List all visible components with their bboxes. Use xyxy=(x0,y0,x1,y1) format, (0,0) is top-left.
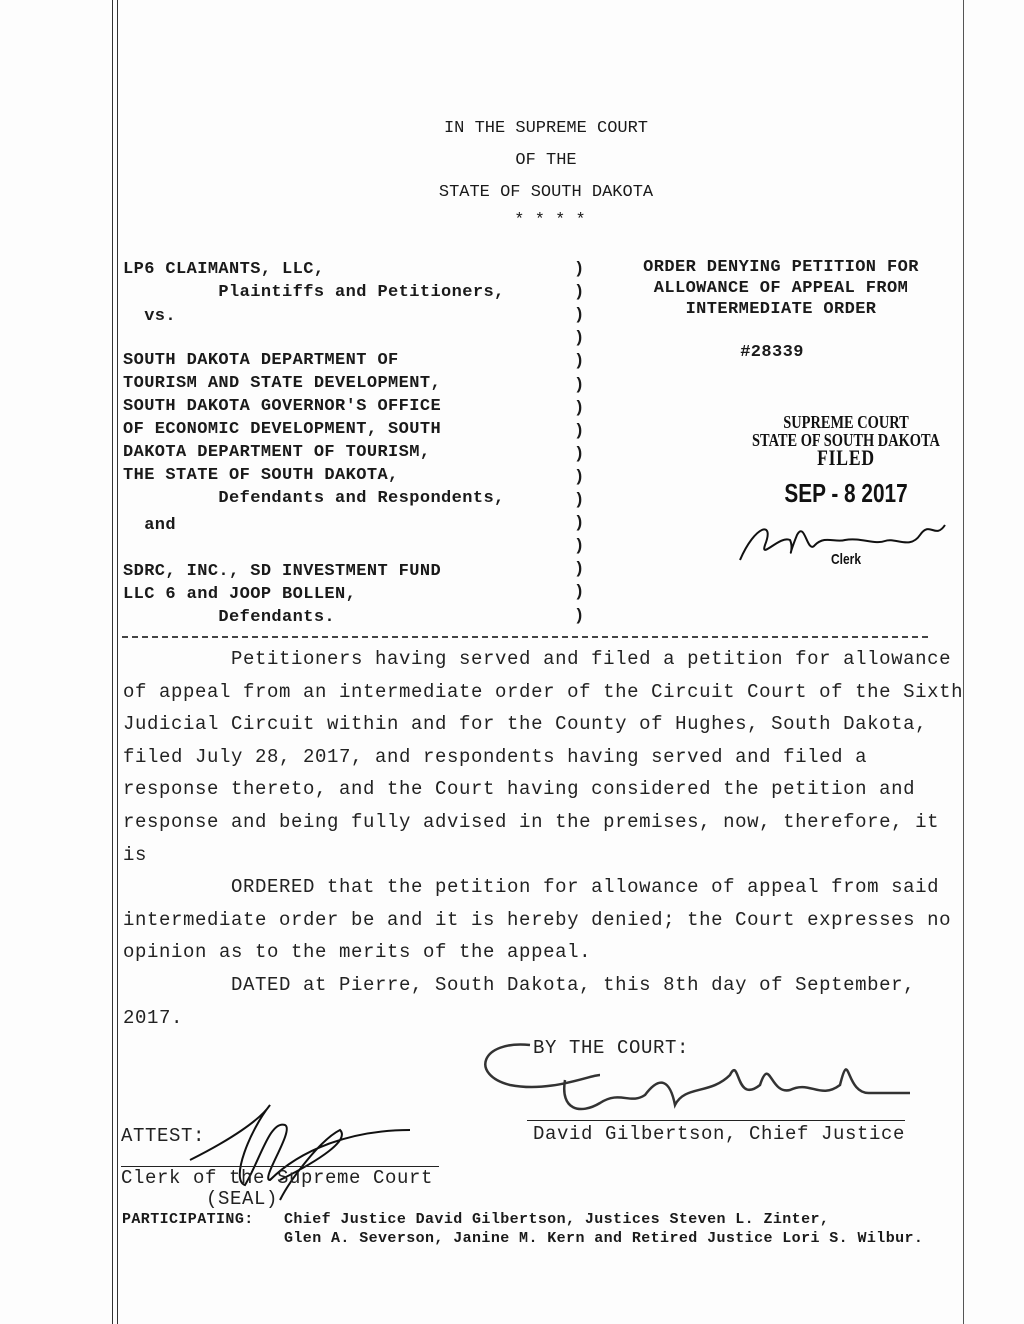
caption-paren: ) xyxy=(574,375,585,395)
caption-paren: ) xyxy=(574,537,585,557)
caption-paren: ) xyxy=(574,491,585,510)
court-state: STATE OF SOUTH DAKOTA xyxy=(438,183,654,202)
caption-line: SDRC, INC., SD INVESTMENT FUND xyxy=(123,562,442,581)
separator-stars: * * * * xyxy=(514,211,586,230)
participating-line: Chief Justice David Gilbertson, Justices Steven L. Zinter, xyxy=(284,1211,830,1228)
caption-line: OF ECONOMIC DEVELOPMENT, SOUTH xyxy=(123,420,442,439)
participating-label: PARTICIPATING: xyxy=(122,1211,254,1228)
body-line: of appeal from an intermediate order of the Circuit Court of the Sixth xyxy=(123,680,964,703)
attest-label: ATTEST: xyxy=(121,1125,206,1147)
margin-line xyxy=(963,0,964,1324)
caption-paren: ) xyxy=(574,329,585,349)
caption-paren: ) xyxy=(574,606,585,626)
caption-paren: ) xyxy=(574,306,585,326)
body-line: DATED at Pierre, South Dakota, this 8th day of September, xyxy=(123,974,916,996)
order-title-line: INTERMEDIATE ORDER xyxy=(685,300,877,319)
seal-label: (SEAL) xyxy=(206,1188,279,1210)
caption-paren: ) xyxy=(574,398,585,418)
caption-line: LLC 6 and JOOP BOLLEN, xyxy=(123,585,357,604)
stamp-state: STATE OF SOUTH DAKOTA xyxy=(752,430,940,450)
chief-justice-name: David Gilbertson, Chief Justice xyxy=(533,1123,906,1145)
by-the-court: BY THE COURT: xyxy=(533,1037,690,1059)
caption-line: SOUTH DAKOTA GOVERNOR'S OFFICE xyxy=(123,397,442,416)
order-title-line: ORDER DENYING PETITION FOR xyxy=(643,258,919,277)
body-line: Judicial Circuit within and for the County of Hughes, South Dakota, xyxy=(123,713,928,736)
body-line: Petitioners having served and filed a petition for allowance xyxy=(123,648,952,670)
court-name: IN THE SUPREME COURT xyxy=(443,119,649,138)
caption-paren: ) xyxy=(574,444,585,464)
body-line: filed July 28, 2017, and respondents having served and filed a xyxy=(123,745,868,768)
caption-paren: ) xyxy=(574,260,585,279)
signature-line xyxy=(527,1120,905,1121)
caption-line: LP6 CLAIMANTS, LLC, xyxy=(123,260,325,279)
caption-line: TOURISM AND STATE DEVELOPMENT, xyxy=(123,374,442,393)
stamp-court: SUPREME COURT xyxy=(783,412,909,432)
caption-line: vs. xyxy=(123,307,177,326)
body-line: opinion as to the merits of the appeal. xyxy=(123,941,592,964)
body-line: is xyxy=(123,843,148,866)
caption-paren: ) xyxy=(574,560,585,580)
body-line: 2017. xyxy=(123,1006,184,1029)
order-title-line: ALLOWANCE OF APPEAL FROM xyxy=(653,279,909,298)
margin-line xyxy=(112,0,113,1324)
caption-paren: ) xyxy=(574,514,585,534)
stamp-date: SEP - 8 2017 xyxy=(784,478,908,508)
caption-paren: ) xyxy=(574,283,585,303)
caption-paren: ) xyxy=(574,352,585,372)
caption-line: Defendants. xyxy=(123,608,336,627)
case-number: #28339 xyxy=(740,343,804,362)
caption-paren: ) xyxy=(574,467,585,487)
caption-paren: ) xyxy=(574,583,585,603)
caption-divider xyxy=(122,636,928,638)
body-line: response and being fully advised in the premises, now, therefore, it xyxy=(123,811,940,833)
court-of-the: OF THE xyxy=(515,151,577,170)
caption-line: Plaintiffs and Petitioners, xyxy=(123,283,505,302)
caption-line: Defendants and Respondents, xyxy=(123,489,505,508)
margin-line xyxy=(117,0,118,1324)
body-line: response thereto, and the Court having considered the petition and xyxy=(123,778,916,801)
stamp-clerk-title: Clerk xyxy=(830,551,862,568)
caption-line: and xyxy=(123,516,177,535)
stamp-filed: FILED xyxy=(817,445,875,470)
caption-paren: ) xyxy=(574,421,585,441)
participating-line: Glen A. Severson, Janine M. Kern and Retired Justice Lori S. Wilbur. xyxy=(284,1230,924,1247)
body-line: ORDERED that the petition for allowance of appeal from said xyxy=(123,876,940,899)
caption-line: THE STATE OF SOUTH DAKOTA, xyxy=(123,466,399,485)
clerk-title: Clerk of the Supreme Court xyxy=(121,1167,434,1189)
body-line: intermediate order be and it is hereby denied; the Court expresses no xyxy=(123,908,952,931)
clerk-attest-signature-icon xyxy=(150,1100,440,1210)
caption-line: DAKOTA DEPARTMENT OF TOURISM, xyxy=(123,443,431,462)
caption-line: SOUTH DAKOTA DEPARTMENT OF xyxy=(123,351,399,370)
